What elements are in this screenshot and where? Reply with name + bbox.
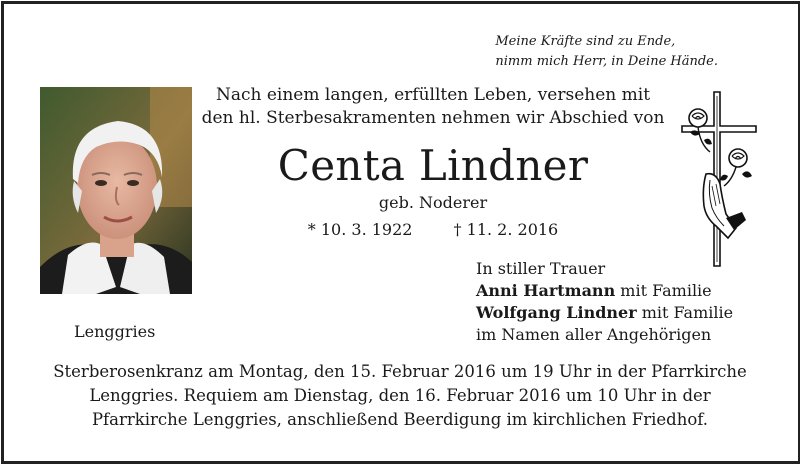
funeral-notice <box>0 360 800 432</box>
mourner-2-name: Wolfgang Lindner <box>476 303 637 322</box>
rose-right-icon <box>720 149 752 186</box>
intro-line-2: den hl. Sterbesakramenten nehmen wir Abschied von <box>201 108 665 128</box>
portrait-photo <box>40 87 192 294</box>
maiden-name: geb. Noderer <box>378 193 488 212</box>
death-date: † 11. 2. 2016 <box>453 220 559 239</box>
cross-with-roses-and-praying-hands-icon <box>676 88 762 270</box>
notice-line-2: Lenggries. Requiem am Dienstag, den 16. Februar 2016 um 10 Uhr in der <box>89 386 711 405</box>
life-dates <box>198 220 668 239</box>
mourner-1-name: Anni Hartmann <box>476 281 616 300</box>
mourner-2 <box>476 302 733 324</box>
praying-hands-icon <box>703 174 746 238</box>
intro-line-1: Nach einem langen, erfüllten Leben, versehen mit <box>215 85 651 105</box>
motto-line-2: nimm mich Herr, in Deine Hände. <box>495 54 718 69</box>
cross-icon <box>676 88 762 270</box>
rose-top-icon <box>689 109 712 152</box>
motto-line-1: Meine Kräfte sind zu Ende, <box>495 34 676 49</box>
intro-text <box>198 84 668 130</box>
motto-verse <box>495 32 718 72</box>
birth-date: * 10. 3. 1922 <box>307 220 413 239</box>
mourners-block <box>476 258 733 346</box>
mourners-closing: im Namen aller Angehörigen <box>476 325 712 344</box>
mourner-1-suffix: mit Familie <box>615 281 712 300</box>
mourners-heading: In stiller Trauer <box>476 259 606 278</box>
place-of-residence: Lenggries <box>74 322 156 341</box>
notice-line-3: Pfarrkirche Lenggries, anschließend Beerdigung im kirchlichen Friedhof. <box>91 410 709 429</box>
notice-line-1: Sterberosenkranz am Montag, den 15. Februar 2016 um 19 Uhr in der Pfarrkirche <box>53 362 747 381</box>
mourner-2-suffix: mit Familie <box>636 303 734 322</box>
mourner-1 <box>476 280 733 302</box>
portrait-photo-image <box>40 87 192 294</box>
deceased-name: Centa Lindner <box>277 141 589 190</box>
